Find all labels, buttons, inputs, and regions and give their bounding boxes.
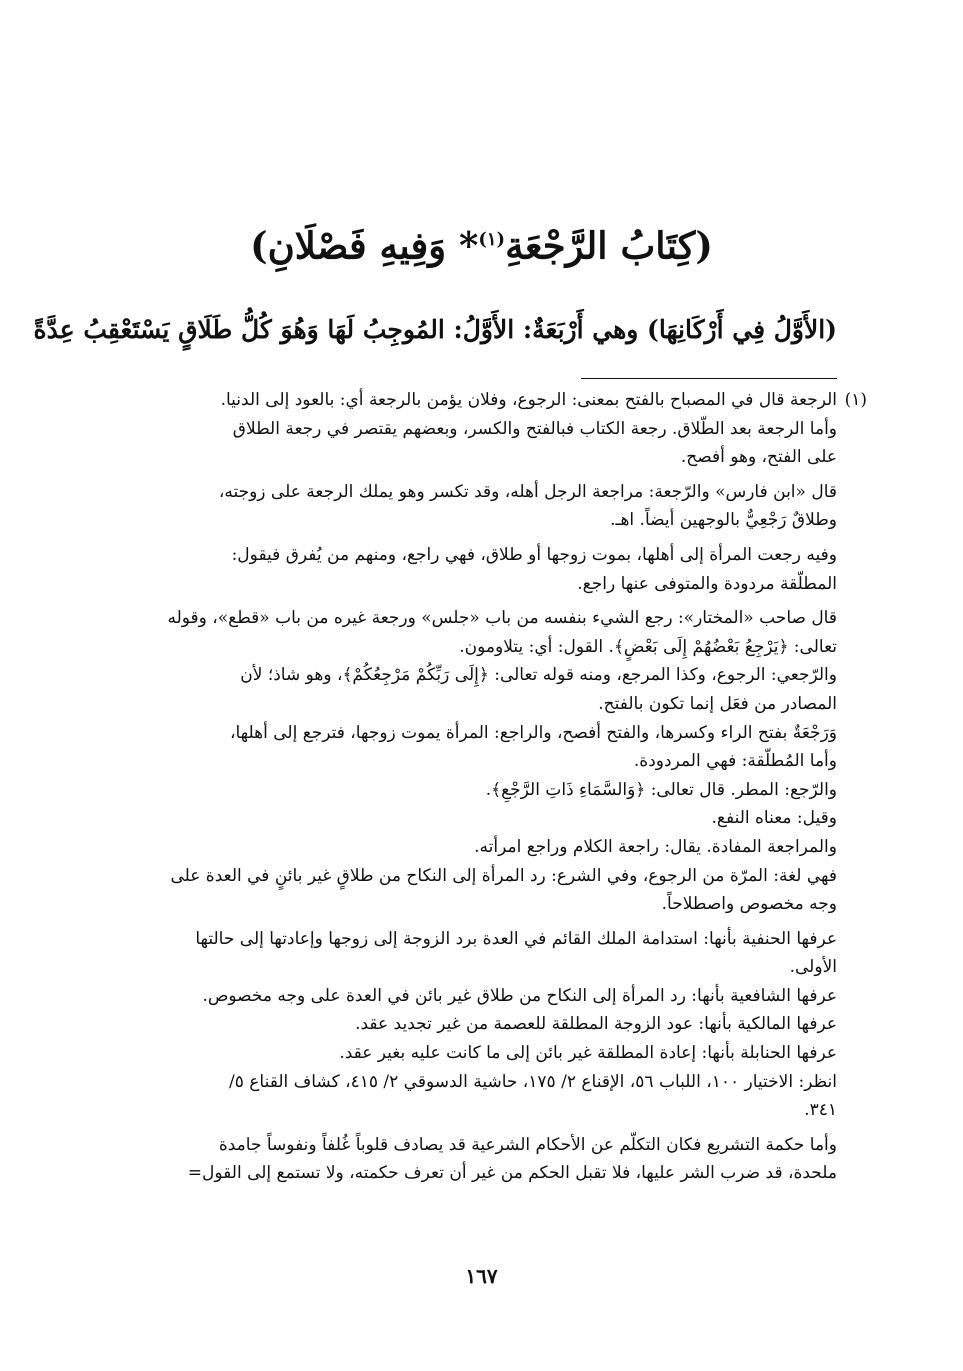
footnote-line: على الفتح، وهو أفصح.: [680, 447, 837, 468]
chapter-title-rest: * وَفِيهِ فَصْلَانِ): [250, 223, 479, 268]
footnote-line: والرّجعي: الرجوع، وكذا المرجع، ومنه قوله تعالى: ﴿إِلَى رَبِّكُمْ مَرْجِعُكُمْ﴾، وهو شاذ؛ لأن: [240, 665, 837, 686]
footnote-line: عرفها الحنابلة بأنها: إعادة المطلقة غير بائن إلى ما كانت عليه بغير عقد.: [339, 1043, 837, 1064]
footnote-line: وأما المُطلّقة: فهي المردودة.: [633, 751, 837, 772]
footnote-line: وَرَجْعَةٌ بفتح الراء وكسرها، والفتح أفصح، والراجع: المرأة يموت زوجها، فترجع إلى أهلها،: [230, 722, 837, 743]
footnote-line: ٣٤١.: [804, 1100, 837, 1121]
footnote-line: عرفها الحنفية بأنها: استدامة الملك القائم في العدة برد الزوجة إلى زوجها وإعادتها إلى حالتها: [195, 928, 837, 949]
footnote-line: انظر: الاختيار ١٠٠، اللباب ٥٦، الإقناع ٢/ ١٧٥، حاشية الدسوقي ٢/ ٤١٥، كشاف القناع ٥/: [228, 1071, 837, 1092]
footnote-line: المصادر من فعَل إنما تكون بالفتح.: [598, 693, 837, 714]
footnote-number: (١): [844, 390, 867, 410]
footnote-line: تعالى: ﴿يَرْجِعُ بَعْضُهُمْ إِلَى بَعْضٍ﴾. القول: أي: يتلاومون.: [459, 636, 837, 657]
footnote-line: الرجعة قال في المصباح بالفتح بمعنى: الرجوع، وفلان يؤمن بالرجعة أي: بالعود إلى الدنيا.: [220, 390, 837, 410]
footnote-reference: (١): [478, 229, 506, 250]
chapter-title: [0, 210, 963, 275]
footnote-line: وفيه رجعت المرأة إلى أهلها، بموت زوجها أو طلاق، فهي راجع، ومنهم من يُفرق فيقول:: [231, 544, 837, 565]
footnote-line: المطلّقة مردودة والمتوفى عنها راجع.: [577, 573, 837, 594]
chapter-title-text: (كِتَابُ الرَّجْعَةِ: [505, 223, 713, 268]
footnote-line: وطلاقٌ رَجْعِيٌّ بالوجهين أيضاً. اهـ.: [610, 510, 837, 531]
footnote-line: فهي لغة: المرّة من الرجوع، وفي الشرع: رد المرأة إلى النكاح من طلاقٍ غير بائنٍ في العدة على: [170, 865, 837, 886]
main-text-line: (الأَوَّلُ فِي أَرْكَانِهَا) وهي أَرْبَعَةٌ: الأَوَّلُ: المُوجِبُ لَهَا وَهُوَ كُلُّ طَلَاقٍ يَسْتَعْقِبُ عِدَّةً: [33, 315, 837, 344]
footnote-line: قال صاحب «المختار»: رجع الشيء بنفسه من باب «جلس» ورجعة غيره من باب «قطع»، وقوله: [167, 608, 837, 629]
footnote-line: وجه مخصوص واصطلاحاً.: [661, 894, 837, 915]
footnote-line: والرّجع: المطر. قال تعالى: ﴿وَالسَّمَاءِ ذَاتِ الرَّجْعِ﴾.: [485, 779, 837, 800]
footnote-line: وقيل: معناه النفع.: [711, 808, 837, 829]
footnote-line: والمراجعة المفادة. يقال: راجعة الكلام وراجع امرأته.: [474, 836, 837, 857]
footnote-line: ملحدة، قد ضرب الشر عليها، فلا تقبل الحكم من غير أن تعرف حكمته، ولا تستمع إلى القول=: [187, 1163, 837, 1184]
footnote-line: قال «ابن فارس» والرّجعة: مراجعة الرجل أهله، وقد تكسر وهو يملك الرجعة على زوجته،: [218, 481, 837, 502]
footnote-line: وأما حكمة التشريع فكان التكلّم عن الأحكام الشرعية قد يصادف قلوباً غُلفاً ونفوساً جامدة: [218, 1134, 837, 1155]
footnote-divider: [581, 378, 837, 379]
footnote-line: الأولى.: [789, 957, 837, 978]
footnote-line: وأما الرجعة بعد الطّلاق. رجعة الكتاب فبالفتح والكسر، وبعضهم يقتصر في رجعة الطلاق: [232, 418, 837, 439]
footnote-line: عرفها الشافعية بأنها: رد المرأة إلى النكاح من طلاق غير بائن في العدة على وجه مخصوص.: [202, 985, 837, 1006]
page-number: ١٦٧: [465, 1264, 498, 1288]
footnote-block: [125, 386, 837, 1188]
footnote-line: عرفها المالكية بأنها: عود الزوجة المطلقة للعصمة من غير تجديد عقد.: [355, 1014, 837, 1035]
